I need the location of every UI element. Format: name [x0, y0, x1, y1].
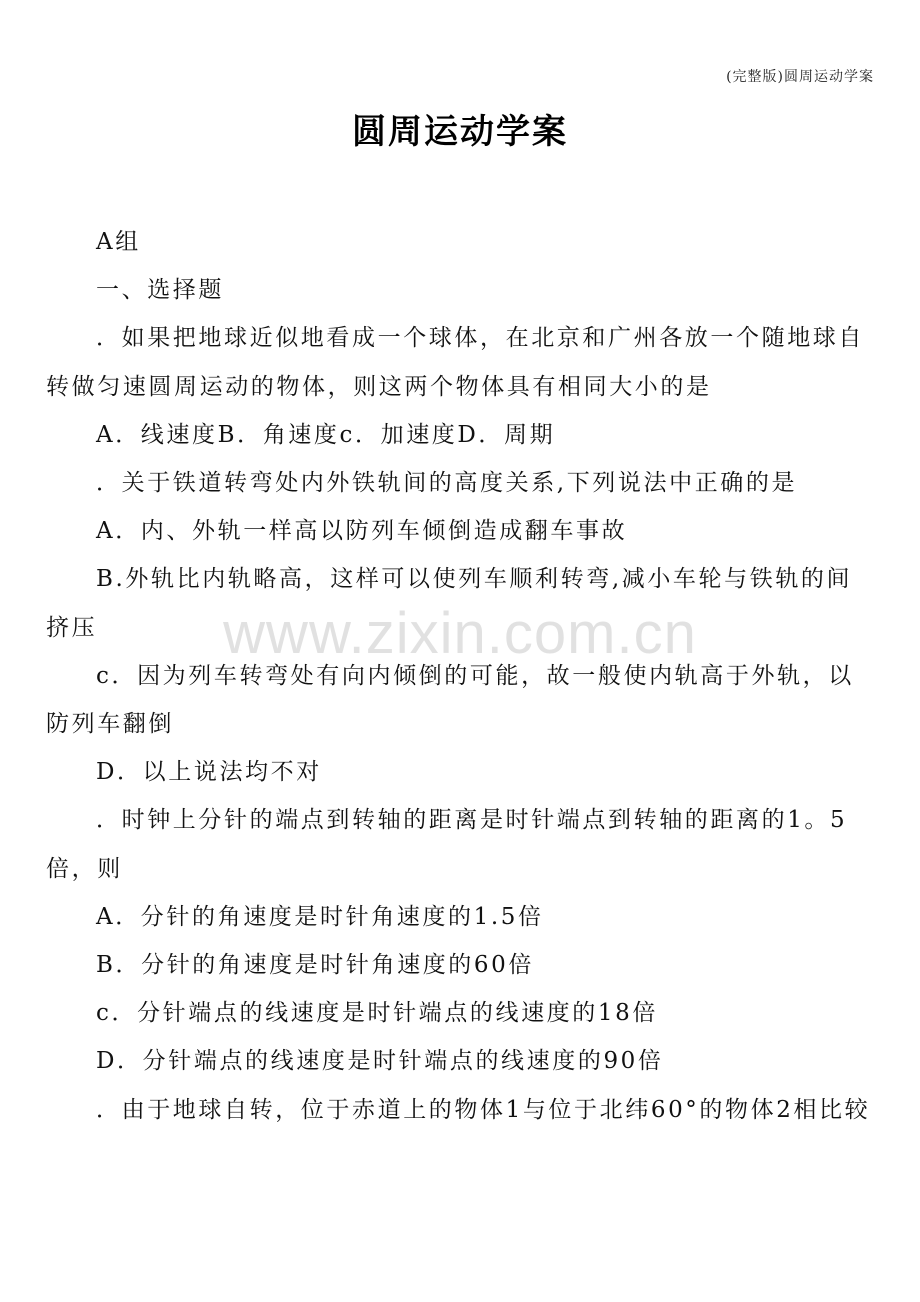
question-1-options: A．线速度B．角速度c．加速度D．周期 — [96, 421, 556, 448]
question-3-option-d: D．分针端点的线速度是时针端点的线速度的90倍 — [96, 1048, 664, 1075]
document-body — [46, 218, 876, 1134]
question-3-option-a: A．分针的角速度是时针角速度的1.5倍 — [96, 903, 544, 930]
question-2-option-d: D．以上说法均不对 — [96, 759, 322, 786]
header-note: (完整版)圆周运动学案 — [726, 69, 874, 85]
question-2-stem: ．关于铁道转弯处内外铁轨间的高度关系,下列说法中正确的是 — [96, 470, 798, 497]
watermark: www.zixin.com.cn — [223, 601, 697, 666]
document-title: 圆周运动学案 — [352, 112, 568, 152]
question-3-option-b: B．分针的角速度是时针角速度的60倍 — [96, 952, 534, 979]
question-2-option-a: A．内、外轨一样高以防列车倾倒造成翻车事故 — [96, 518, 628, 545]
question-2-option-c: c．因为列车转弯处有向内倾倒的可能，故一般使内轨高于外轨，以防列车翻倒 — [46, 662, 854, 738]
question-3-option-c: c．分针端点的线速度是时针端点的线速度的18倍 — [96, 1000, 658, 1027]
question-4-stem: ．由于地球自转，位于赤道上的物体1与位于北纬60°的物体2相比较 — [96, 1096, 871, 1123]
section-heading: 一、选择题 — [96, 277, 224, 304]
question-3-stem: ．时钟上分针的端点到转轴的距离是时针端点到转轴的距离的1。5倍，则 — [46, 807, 848, 882]
group-label: A组 — [96, 229, 141, 255]
question-1-stem: ．如果把地球近似地看成一个球体，在北京和广州各放一个随地球自转做匀速圆周运动的物体，则这两个物体具有相同大小的是 — [46, 325, 864, 400]
question-2-option-b: B.外轨比内轨略高，这样可以使列车顺利转弯,减小车轮与铁轨的间挤压 — [46, 566, 853, 641]
